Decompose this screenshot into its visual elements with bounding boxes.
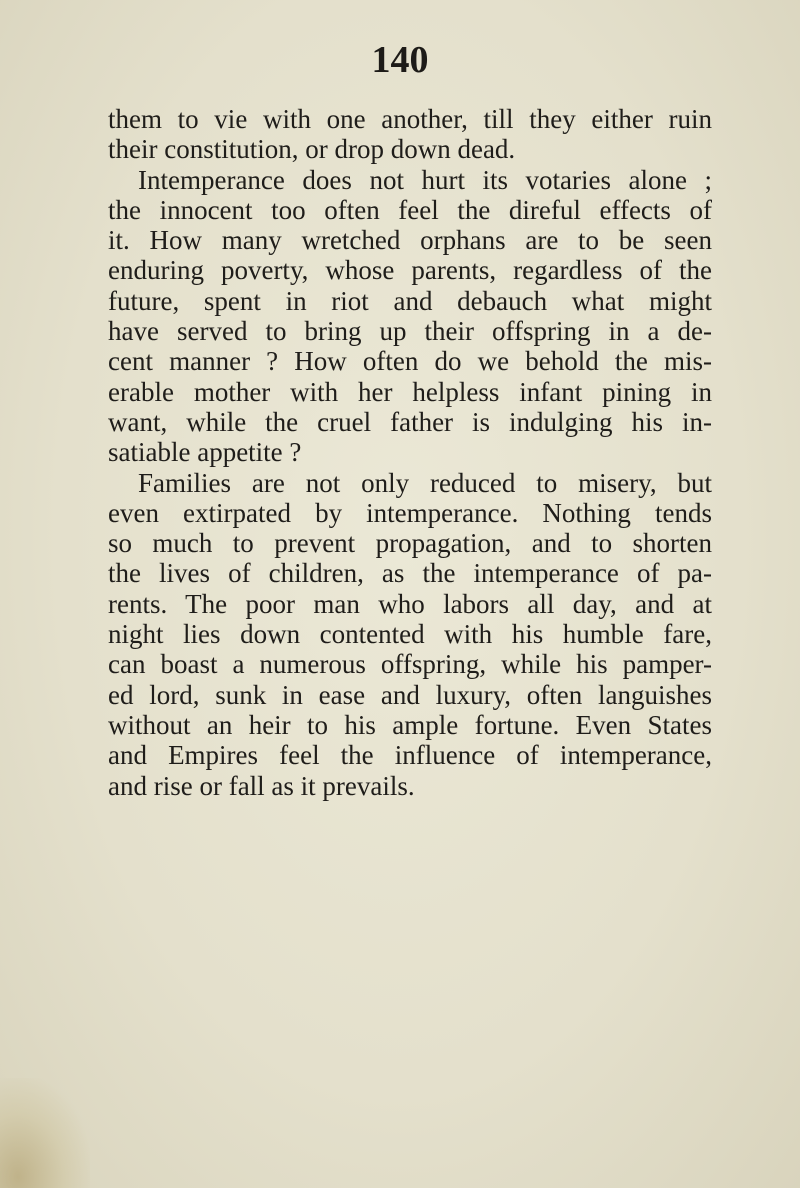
text-line: cent manner ? How often do we behold the mis- bbox=[108, 346, 712, 377]
text-line: their constitution, or drop down dead. bbox=[108, 134, 516, 165]
text-line: rents. The poor man who labors all day, and at bbox=[108, 588, 712, 619]
text-line: want, while the cruel father is indulging his in- bbox=[108, 406, 712, 437]
text-line: without an heir to his ample fortune. Even States bbox=[108, 709, 712, 740]
paper-stain bbox=[0, 1078, 90, 1188]
text-line: enduring poverty, whose parents, regardless of the bbox=[108, 255, 712, 286]
text-line: the innocent too often feel the direful effects of bbox=[108, 194, 712, 225]
body-text bbox=[108, 104, 712, 801]
text-line: Intemperance does not hurt its votaries alone ; bbox=[138, 164, 712, 195]
text-line: erable mother with her helpless infant pining in bbox=[108, 376, 712, 407]
text-line: and rise or fall as it prevails. bbox=[108, 770, 415, 801]
text-line: them to vie with one another, till they either ruin bbox=[108, 104, 712, 134]
text-line: can boast a numerous offspring, while his pamper- bbox=[108, 649, 712, 680]
page-number: 140 bbox=[371, 39, 429, 81]
text-line: night lies down contented with his humble fare, bbox=[108, 619, 712, 650]
text-line: it. How many wretched orphans are to be seen bbox=[108, 225, 712, 256]
text-line: Families are not only reduced to misery, but bbox=[138, 467, 712, 498]
text-line: the lives of children, as the intemperance of pa- bbox=[108, 558, 712, 589]
text-line: satiable appetite ? bbox=[108, 437, 302, 468]
text-line: have served to bring up their offspring in a de- bbox=[108, 316, 712, 347]
text-line: ed lord, sunk in ease and luxury, often languishes bbox=[108, 679, 712, 710]
text-line: so much to prevent propagation, and to shorten bbox=[108, 528, 712, 559]
text-line: and Empires feel the influence of intemperance, bbox=[108, 740, 712, 771]
text-line: future, spent in riot and debauch what might bbox=[108, 285, 712, 316]
text-line: even extirpated by intemperance. Nothing tends bbox=[108, 497, 712, 528]
